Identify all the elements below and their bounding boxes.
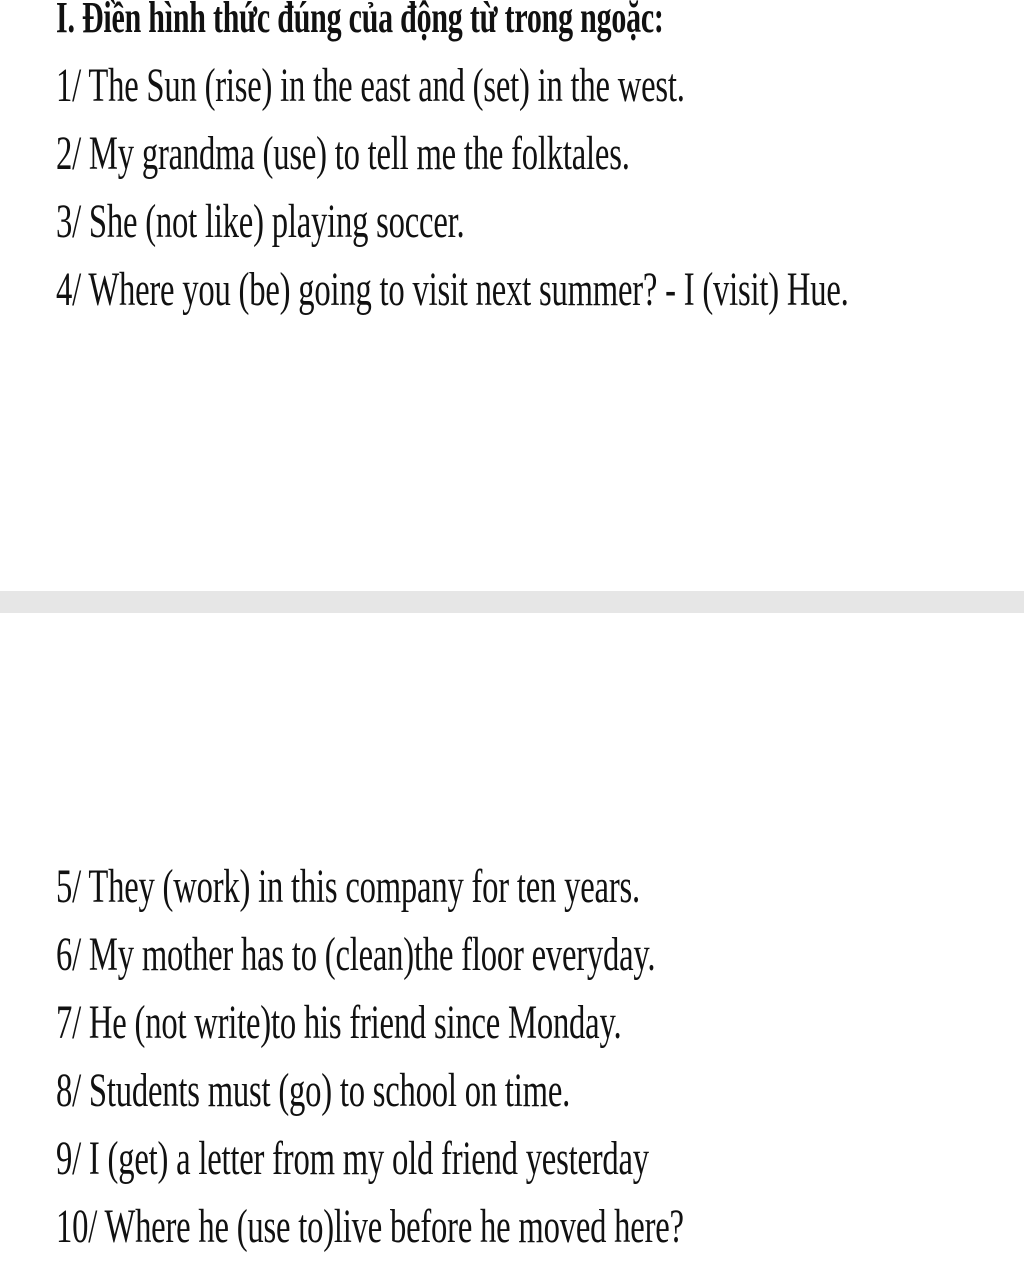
exercise-item-2: 2/ My grandma (use) to tell me the folktales.: [56, 127, 630, 180]
exercise-item-10: 10/ Where he (use to)live before he moved here?: [56, 1200, 684, 1253]
page-separator: [0, 591, 1024, 613]
exercise-item-6: 6/ My mother has to (clean)the floor everyday.: [56, 928, 656, 981]
exercise-item-7: 7/ He (not write)to his friend since Monday.: [56, 996, 622, 1049]
exercise-item-1: 1/ The Sun (rise) in the east and (set) in the west.: [56, 59, 685, 112]
exercise-item-8: 8/ Students must (go) to school on time.: [56, 1064, 571, 1117]
exercise-item-4: 4/ Where you (be) going to visit next summer? - I (visit) Hue.: [56, 263, 849, 316]
document-page-top: [0, 0, 1024, 591]
exercise-item-3: 3/ She (not like) playing soccer.: [56, 195, 465, 248]
exercise-item-5: 5/ They (work) in this company for ten years.: [56, 860, 640, 913]
section-heading: I. Điền hình thức đúng của động từ trong ngoặc:: [56, 0, 664, 42]
document-page-bottom: [0, 613, 1024, 1280]
exercise-item-9: 9/ I (get) a letter from my old friend yesterday: [56, 1132, 649, 1185]
